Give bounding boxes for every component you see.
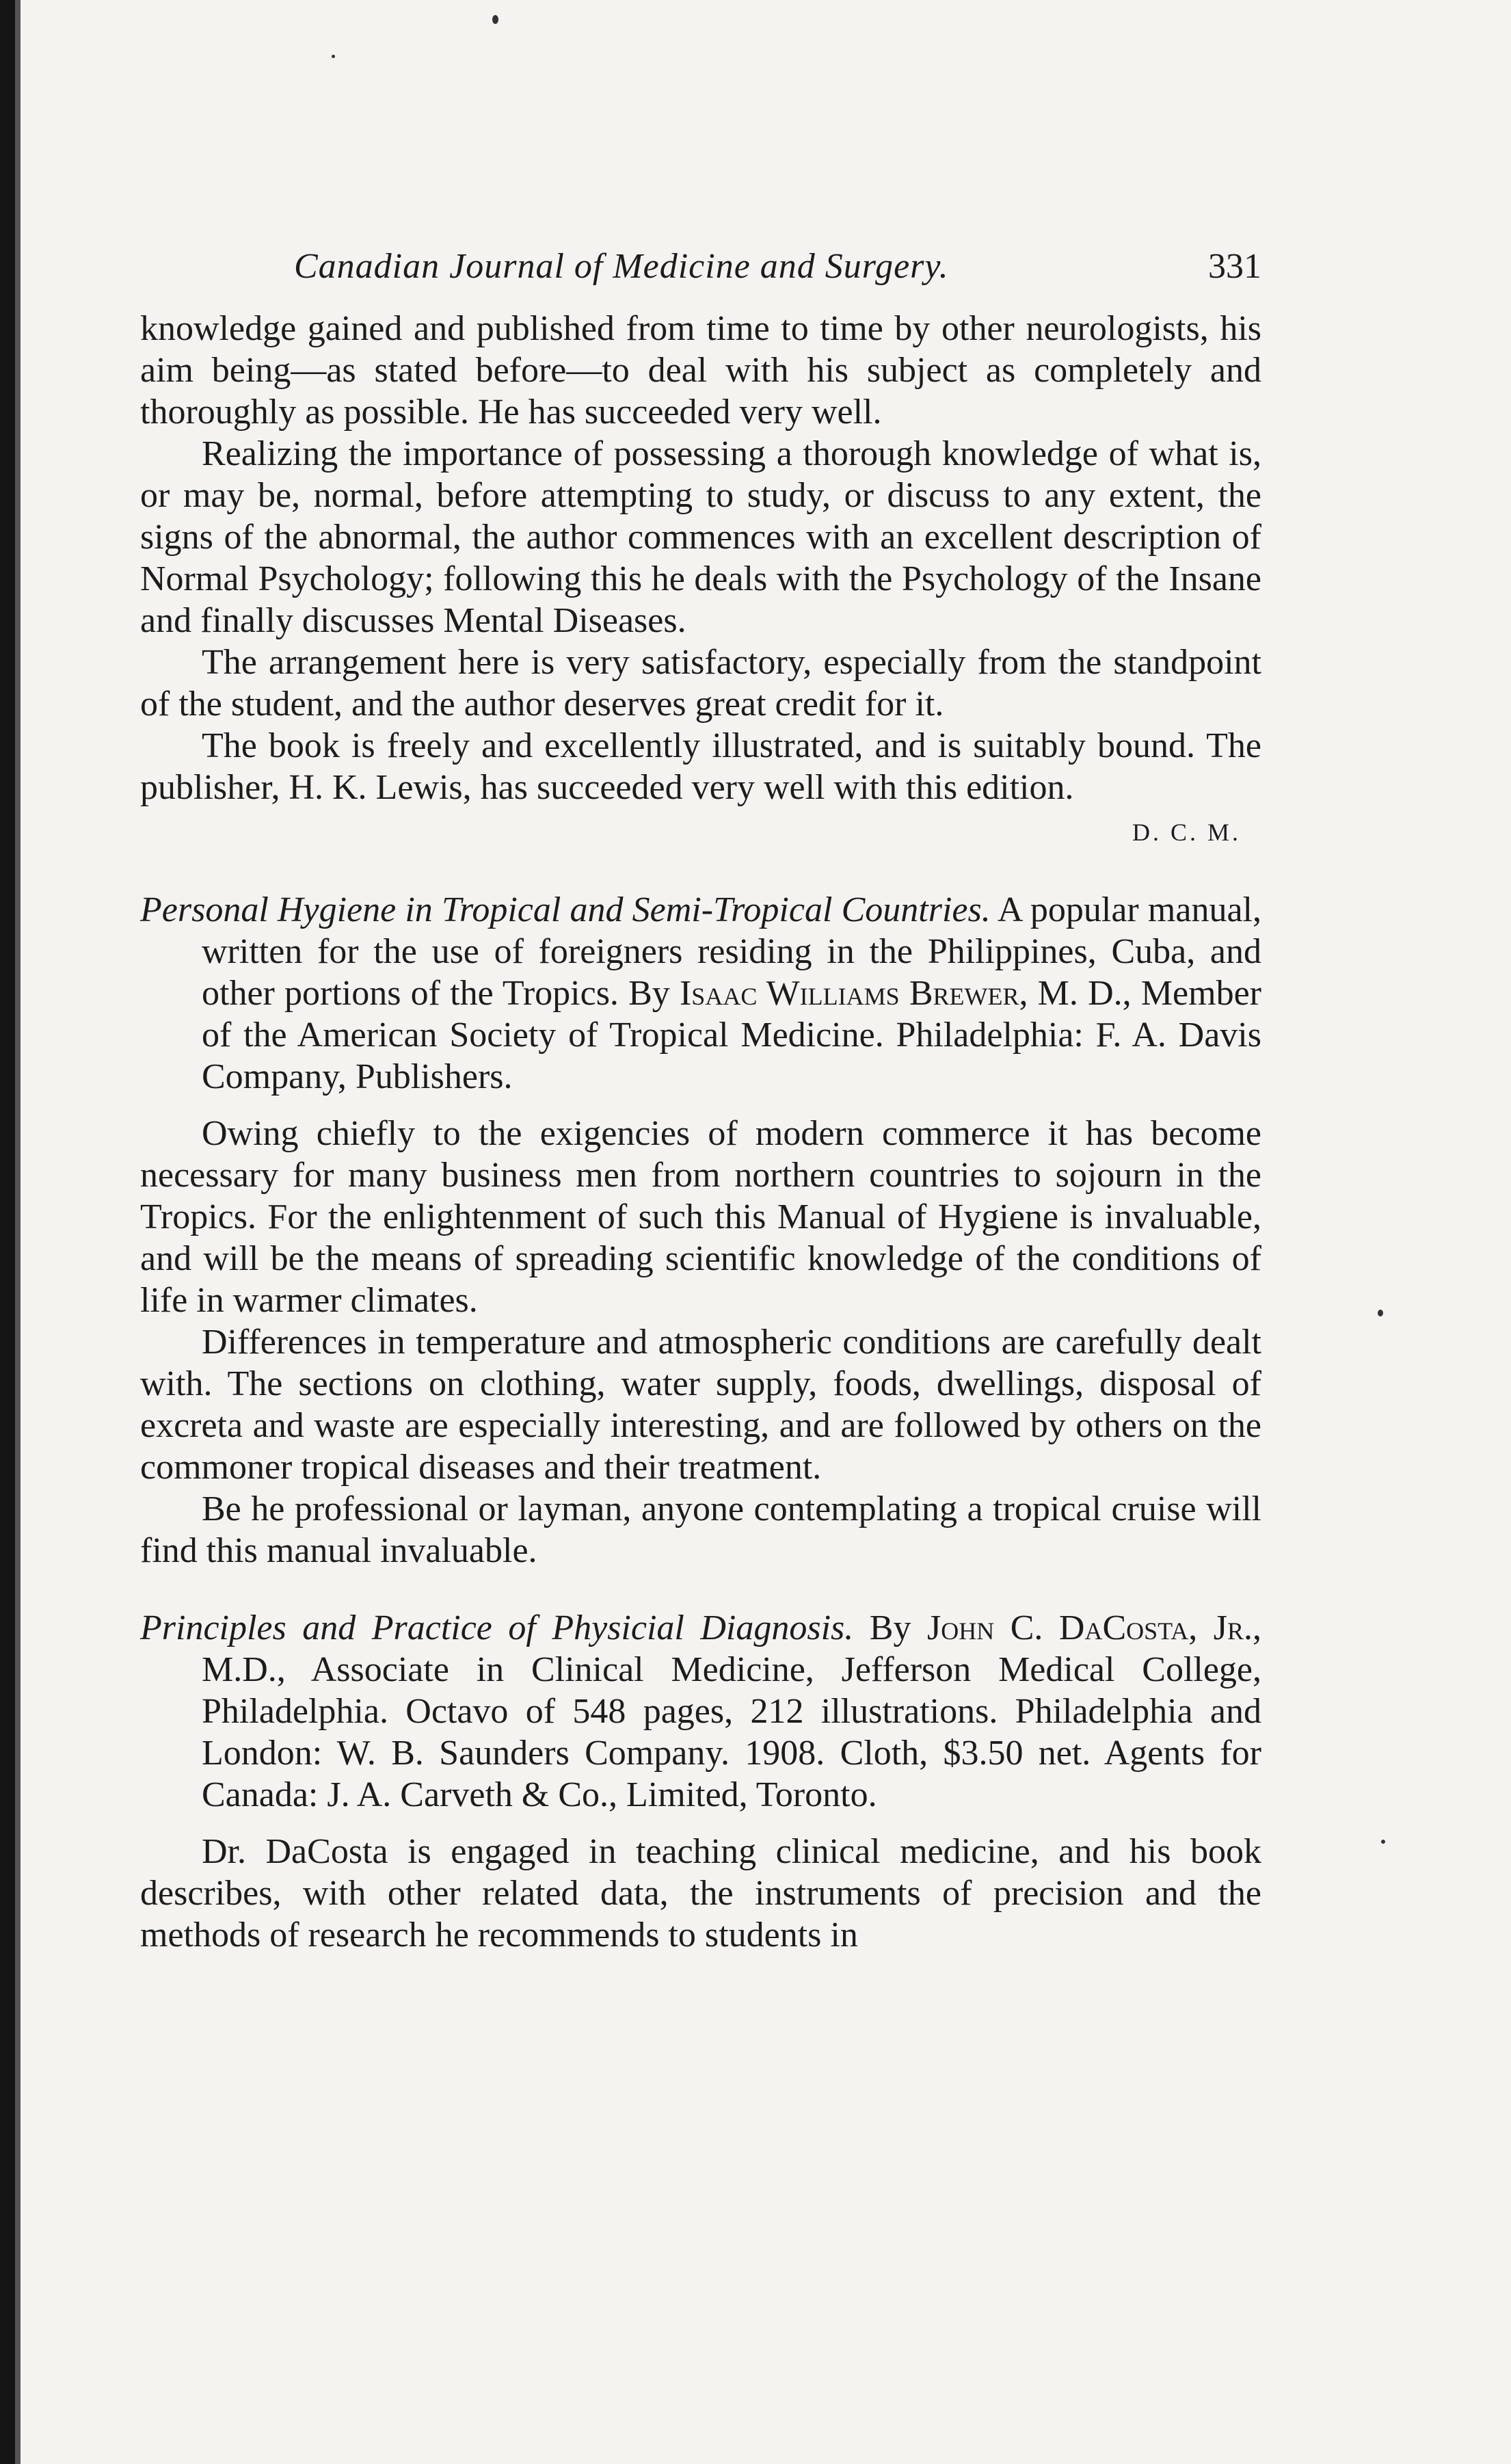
review-text: The book is freely and excellently illustrated, and is suitably bound. The publisher, H. K. Lewis, has succeeded very well with this edition.	[140, 726, 1261, 807]
citation-text: , Member of the American Society of Tropical Medicine. Philadelphia: F. A. Davis Company, Publishers.	[202, 974, 1261, 1096]
review-paragraph	[140, 725, 1261, 808]
book-citation	[140, 889, 1261, 1098]
review-paragraph: knowledge gained and published from time to time by other neurologists, his aim being—as stated before—to deal with his subject as completely and thoroughly as possible. He has succeeded very well.	[140, 309, 1261, 432]
ink-fleck	[492, 15, 498, 24]
review-paragraph: Be he professional or layman, anyone contemplating a tropical cruise will find this manual invaluable.	[140, 1489, 1261, 1570]
page-binding-edge	[0, 0, 15, 2464]
journal-page	[140, 246, 1261, 1956]
ink-fleck	[1381, 1840, 1385, 1844]
book-title: Principles and Practice of Physicial Diagnosis.	[140, 1608, 854, 1647]
review-paragraph: Differences in temperature and atmospheric conditions are carefully dealt with. The sections on clothing, water supply, foods, dwellings, disposal of excreta and waste are especially interesting, and are followed by others on the commoner tropical diseases and their treatment.	[140, 1323, 1261, 1487]
review-tropical-hygiene	[140, 889, 1261, 1572]
page-number: 331	[1208, 247, 1261, 286]
review-paragraph: The arrangement here is very satisfactory, especially from the standpoint of the student, and the author deserves great credit for it.	[140, 643, 1261, 724]
citation-text: A popular manual, written for the use of foreigners residing in the Philippines, Cuba, and other portions of the Tropics. By	[202, 890, 1261, 1013]
reviewer-initials: D. C. M.	[1132, 819, 1241, 846]
review-paragraph: Realizing the importance of possessing a thorough knowledge of what is, or may be, normal, before attempting to study, or discuss to any extent, the signs of the abnormal, the author commences with an excellent description of Normal Psychology; following this he deals with the Psychology of the Insane and finally discusses Mental Diseases.	[140, 434, 1261, 640]
ink-fleck	[1378, 1310, 1383, 1316]
review-paragraph: Owing chiefly to the exigencies of modern commerce it has become necessary for many business men from northern countries to sojourn in the Tropics. For the enlightenment of such this Manual of Hygiene is invaluable, and will be the means of spreading scientific knowledge of the conditions of life in warmer climates.	[140, 1114, 1261, 1320]
book-title: Personal Hygiene in Tropical and Semi-Tropical Countries.	[140, 890, 991, 929]
review-neurology	[140, 308, 1261, 853]
book-author: John C. DaCosta, Jr., M.D.	[202, 1608, 1262, 1689]
citation-text: , Associate in Clinical Medicine, Jefferson Medical College, Philadelphia. Octavo of 548 pages, 212 illustrations. Philadelphia and London: W. B. Saunders Company. 1908. Cloth, $3.50 net. Agents for Canada: J. A. Carveth & Co., Limited, Toronto.	[202, 1650, 1261, 1814]
reviewer-signature-line	[140, 808, 1261, 853]
citation-text: By	[869, 1608, 911, 1647]
running-header	[140, 246, 1261, 308]
review-physical-diagnosis	[140, 1607, 1261, 1956]
book-citation	[140, 1607, 1261, 1816]
review-paragraph: Dr. DaCosta is engaged in teaching clinical medicine, and his book describes, with other related data, the instruments of precision and the methods of research he recommends to students in	[140, 1832, 1261, 1955]
page-binding-shadow	[15, 0, 21, 2464]
book-author: Isaac Williams Brewer, M. D.	[679, 974, 1123, 1013]
journal-title: Canadian Journal of Medicine and Surgery.	[294, 247, 949, 286]
ink-fleck	[332, 55, 335, 58]
